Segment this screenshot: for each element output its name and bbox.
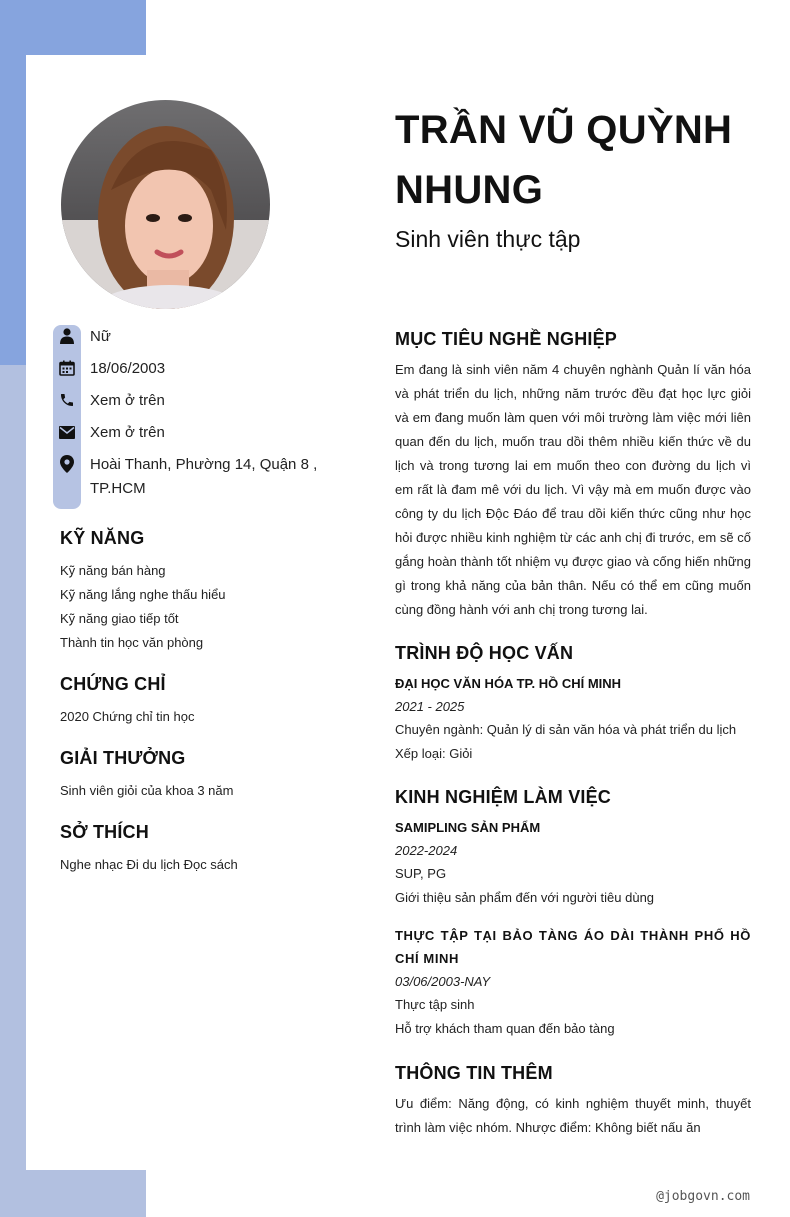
list-item: Kỹ năng giao tiếp tốt xyxy=(60,611,179,626)
objective-title: MỤC TIÊU NGHỀ NGHIỆP xyxy=(395,329,618,349)
hobbies-title: SỞ THÍCH xyxy=(60,822,149,842)
education-grade: Xếp loại: Giỏi xyxy=(395,746,473,761)
skills-title: KỸ NĂNG xyxy=(60,528,145,548)
mail-icon xyxy=(56,421,78,443)
certificates-title: CHỨNG CHỈ xyxy=(60,674,166,694)
awards-title: GIẢI THƯỞNG xyxy=(60,748,186,768)
location-icon xyxy=(56,453,78,475)
candidate-role: Sinh viên thực tập xyxy=(395,226,581,252)
job-description: Hỗ trợ khách tham quan đến bảo tàng xyxy=(395,1021,615,1036)
skills-section xyxy=(60,528,340,655)
certificates-section xyxy=(60,674,340,729)
job-description: Giới thiệu sản phẩm đến với người tiêu dùng xyxy=(395,890,655,905)
contact-email: Xem ở trên xyxy=(56,421,336,445)
job-position: Thực tập sinh xyxy=(395,997,475,1012)
experience-item xyxy=(395,816,751,910)
contact-birthday: 18/06/2003 xyxy=(56,357,336,381)
person-icon xyxy=(56,325,78,347)
list-item: Sinh viên giỏi của khoa 3 năm xyxy=(60,783,234,798)
list-item: Kỹ năng lắng nghe thấu hiểu xyxy=(60,587,226,602)
site-watermark: @jobgovn.com xyxy=(656,1189,750,1204)
job-position: SUP, PG xyxy=(395,866,447,881)
contact-address: Hoài Thanh, Phường 14, Quận 8 , TP.HCM xyxy=(56,453,336,501)
list-item: Kỹ năng bán hàng xyxy=(60,563,166,578)
job-period: 2022-2024 xyxy=(395,843,458,858)
phone-icon xyxy=(56,389,78,411)
additional-info-title: THÔNG TIN THÊM xyxy=(395,1063,553,1083)
additional-info-text: Ưu điểm: Năng động, có kinh nghiệm thuyết minh, thuyết trình làm việc nhóm. Nhược điểm: Không biết nấu ăn xyxy=(395,1096,751,1135)
experience-title: KINH NGHIỆM LÀM VIỆC xyxy=(395,787,612,807)
job-title: SAMIPLING SẢN PHẨM xyxy=(395,820,541,835)
list-item: 2020 Chứng chỉ tin học xyxy=(60,709,195,724)
candidate-name: TRẦN VŨ QUỲNH NHUNG xyxy=(395,108,733,212)
objective-text: Em đang là sinh viên năm 4 chuyên nghành Quản lí văn hóa và phát triển du lịch, những năm trước đều đạt học lực giỏi và em đang muốn làm quen với môi trường làm việc mới liên quan đến du lịch, muốn trau dồi thêm nhiều kiến thức về du lịch và trong tương lai em muốn theo con đường du lịch vì em rất là đam mê với du lịch. Vì vậy mà em muốn được vào công ty du lịch Độc Đáo để trau dồi kiến thức cũng như học hỏi được nhiều kinh nghiệm từ các anh chị đi trước, em sẽ cố gắng hoàn thành tốt nhiệm vụ được giao và cống hiến những gì trong khả năng của bản thân. Nếu có thể em cũng muốn cùng đồng hành với anh chị trong tương lai. xyxy=(395,362,751,617)
job-title: THỰC TẬP TẠI BẢO TÀNG ÁO DÀI THÀNH PHỐ HỒ CHÍ MINH xyxy=(395,928,751,966)
profile-photo xyxy=(61,100,270,309)
list-item: Nghe nhạc Đi du lịch Đọc sách xyxy=(60,857,238,872)
awards-section xyxy=(60,748,340,803)
list-item: Thành tin học văn phòng xyxy=(60,635,204,650)
school-name: ĐẠI HỌC VĂN HÓA TP. HỒ CHÍ MINH xyxy=(395,676,622,691)
additional-info-section xyxy=(395,1063,751,1140)
objective-section xyxy=(395,329,751,622)
hobbies-section xyxy=(60,822,340,877)
education-major: Chuyên ngành: Quản lý di sản văn hóa và phát triển du lịch xyxy=(395,722,737,737)
contact-phone: Xem ở trên xyxy=(56,389,336,413)
contact-gender: Nữ xyxy=(56,325,336,349)
education-section xyxy=(395,643,751,766)
education-period: 2021 - 2025 xyxy=(395,699,465,714)
education-title: TRÌNH ĐỘ HỌC VẤN xyxy=(395,643,574,663)
experience-item xyxy=(395,924,751,1041)
job-period: 03/06/2003-NAY xyxy=(395,974,491,989)
calendar-icon xyxy=(56,357,78,379)
experience-section xyxy=(395,787,751,1041)
